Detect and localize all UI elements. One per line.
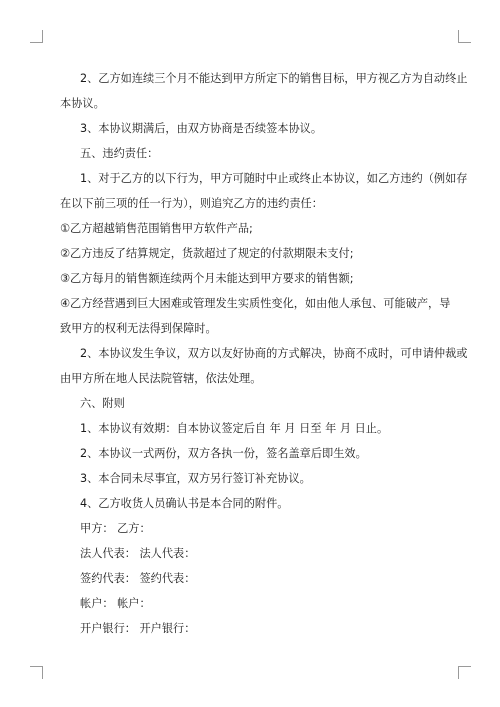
paragraph-line: 由甲方所在地人民法院管辖，依法处理。 <box>60 372 262 385</box>
section-heading: 五、违约责任： <box>80 147 159 160</box>
signature-field-line: 开户银行： 开户银行： <box>80 622 196 635</box>
paragraph-line: 致甲方的权利无法得到保障时。 <box>60 322 217 335</box>
section-heading: 六、附则 <box>80 397 125 410</box>
paragraph-line: 2、本协议发生争议，双方以友好协商的方式解决，协商不成时，可申请仲裁或 <box>80 347 468 360</box>
paragraph-line: 本协议。 <box>60 97 105 110</box>
signature-field-line: 甲方： 乙方： <box>80 522 151 535</box>
paragraph-line: 1、对于乙方的以下行为，甲方可随时中止或终止本协议，如乙方违约（例如存 <box>80 172 468 185</box>
paragraph-line: 3、本合同未尽事宜，双方另行签订补充协议。 <box>80 472 311 485</box>
paragraph-line: 2、本协议一式两份，双方各执一份，签名盖章后即生效。 <box>80 447 367 460</box>
signature-field-line: 法人代表： 法人代表： <box>80 547 196 560</box>
paragraph-line: 3、本协议期满后，由双方协商是否续签本协议。 <box>80 122 323 135</box>
paragraph-line: 在以下前三项的任一行为），则追究乙方的违约责任： <box>60 197 323 210</box>
paragraph-line: 2、乙方如连续三个月不能达到甲方所定下的销售目标，甲方视乙方为自动终止 <box>80 72 468 85</box>
paragraph-line: 4、乙方收货人员确认书是本合同的附件。 <box>80 497 289 510</box>
crop-mark-top-right <box>458 30 471 43</box>
paragraph-line: 1、本协议有效期：自本协议签定后自 年 月 日至 年 月 日止。 <box>80 422 389 435</box>
crop-mark-bottom-left <box>30 666 43 679</box>
crop-mark-bottom-right <box>458 666 471 679</box>
crop-mark-top-left <box>30 30 43 43</box>
list-item: ③乙方每月的销售额连续两个月未能达到甲方要求的销售额; <box>60 272 354 285</box>
signature-field-line: 帐户： 帐户： <box>80 597 151 610</box>
list-item: ②乙方违反了结算规定，货款超过了规定的付款期限未支付; <box>60 247 354 260</box>
list-item: ①乙方超越销售范围销售甲方软件产品; <box>60 222 253 235</box>
signature-field-line: 签约代表： 签约代表： <box>80 572 196 585</box>
list-item: ④乙方经营遇到巨大困难或管理发生实质性变化，如由他人承包、可能破产，导 <box>60 297 451 310</box>
